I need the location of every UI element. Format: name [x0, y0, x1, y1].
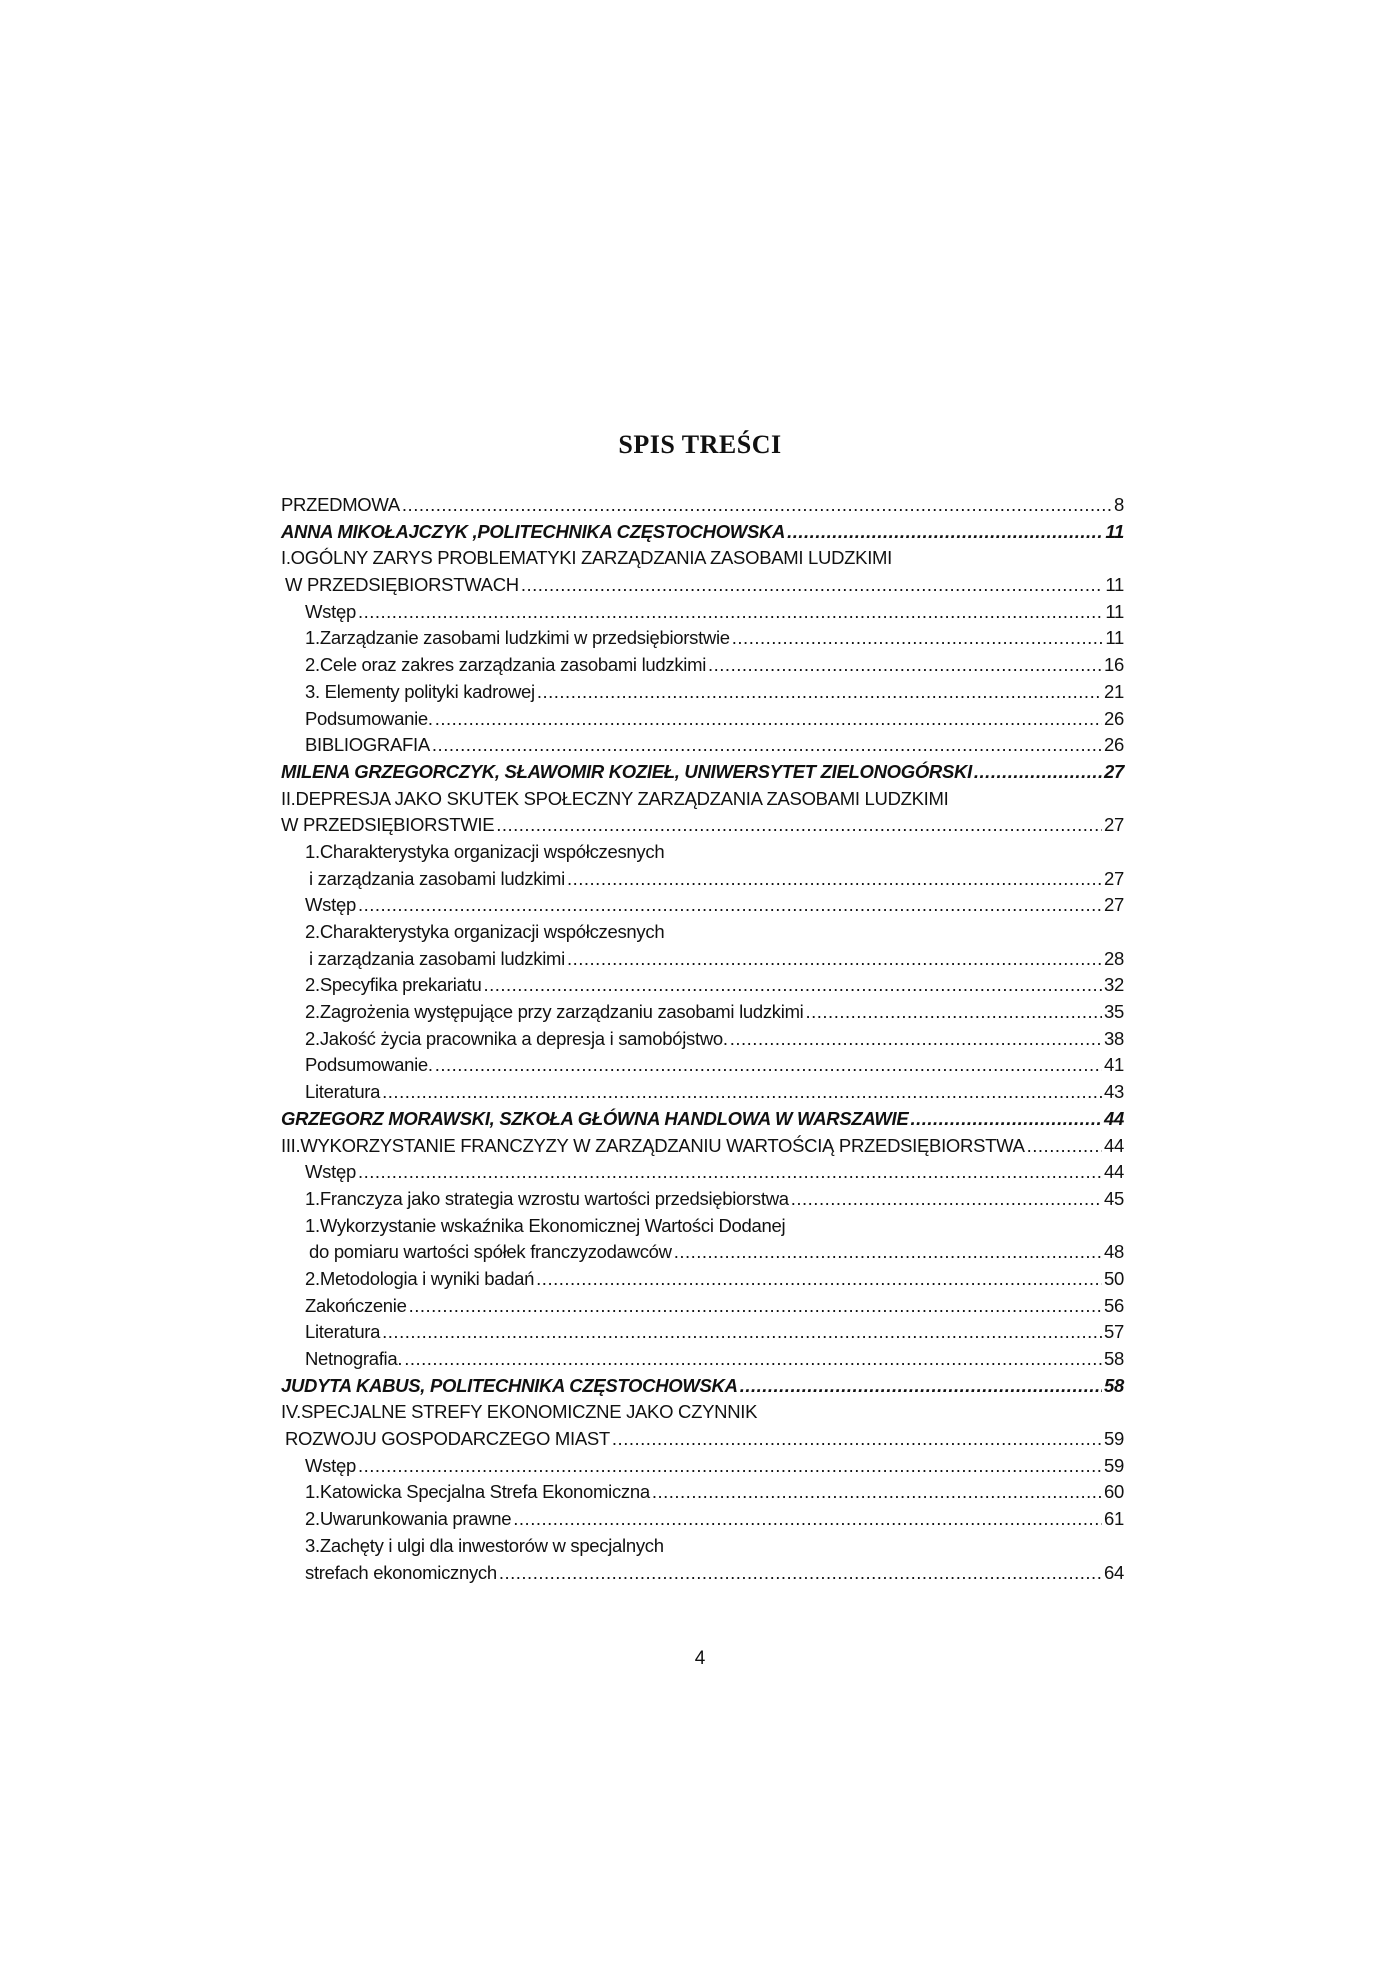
toc-entry-page: 21 — [1104, 680, 1124, 702]
toc-entry-page: 28 — [1104, 947, 1124, 969]
dot-leader — [732, 625, 1104, 652]
toc-entry — [281, 679, 1124, 706]
toc-entry-title: i zarządzania zasobami ludzkimi — [309, 867, 565, 889]
toc-entry — [281, 1479, 1124, 1506]
toc-entry-title: Wstęp — [305, 1454, 356, 1476]
toc-entry-title: Literatura — [305, 1081, 381, 1103]
toc-section-line — [281, 1426, 1124, 1453]
dot-leader — [1027, 1133, 1102, 1160]
dot-leader — [674, 1239, 1102, 1266]
toc-section-line — [281, 545, 1124, 572]
dot-leader — [483, 972, 1102, 999]
toc-entry-page: 41 — [1104, 1054, 1124, 1076]
toc-entry — [281, 652, 1124, 679]
toc-entry-title: I.OGÓLNY ZARYS PROBLEMATYKI ZARZĄDZANIA ZASOBAMI LUDZKIMI — [281, 547, 892, 569]
toc-entry-title: 1.Charakterystyka organizacji współczesnych — [305, 840, 665, 862]
toc-entry-page: 56 — [1104, 1294, 1124, 1316]
toc-entry-page: 38 — [1104, 1027, 1124, 1049]
toc-entry-page: 58 — [1104, 1374, 1124, 1396]
toc-entry — [281, 1346, 1124, 1373]
toc-entry-page: 16 — [1104, 654, 1124, 676]
toc-entry-page: 27 — [1104, 760, 1124, 782]
toc-entry-page: 58 — [1104, 1348, 1124, 1369]
toc-entry-page: 11 — [1105, 574, 1124, 596]
toc-entry — [281, 599, 1124, 626]
dot-leader — [536, 1266, 1102, 1293]
toc-entry — [281, 1533, 1124, 1560]
toc-entry-title: Netnografia. — [305, 1348, 403, 1369]
dot-leader — [612, 1426, 1102, 1453]
dot-leader — [499, 1560, 1102, 1587]
table-of-contents — [281, 492, 1124, 1586]
dot-leader — [652, 1479, 1102, 1506]
toc-entry-title: 3.Zachęty i ulgi dla inwestorów w specjalnych — [305, 1534, 664, 1556]
toc-entry-page: 48 — [1104, 1241, 1124, 1263]
toc-entry-title: 2.Jakość życia pracownika a depresja i samobójstwo. — [305, 1027, 728, 1049]
toc-entry-title: 1.Franczyza jako strategia wzrostu wartości przedsiębiorstwa — [305, 1187, 789, 1209]
toc-entry — [281, 1266, 1124, 1293]
dot-leader — [567, 866, 1102, 893]
toc-entry — [281, 706, 1124, 733]
toc-entry-page: 11 — [1105, 627, 1124, 649]
toc-section-line — [281, 1399, 1124, 1426]
toc-entry-title: 2.Zagrożenia występujące przy zarządzaniu zasobami ludzkimi — [305, 1001, 804, 1023]
toc-entry-title: 1.Katowicka Specjalna Strefa Ekonomiczna — [305, 1481, 650, 1503]
toc-entry-title: i zarządzania zasobami ludzkimi — [309, 947, 565, 969]
toc-entry — [281, 919, 1124, 946]
toc-entry-page: 27 — [1104, 894, 1124, 916]
dot-leader — [791, 1186, 1102, 1213]
toc-entry-title: 3. Elementy polityki kadrowej — [305, 680, 535, 702]
toc-entry-page: 60 — [1104, 1481, 1124, 1503]
toc-entry — [281, 946, 1124, 973]
toc-section-line — [281, 812, 1124, 839]
dot-leader — [358, 1453, 1102, 1480]
dot-leader — [513, 1506, 1102, 1533]
toc-entry-title: W PRZEDSIĘBIORSTWIE — [281, 814, 495, 836]
toc-entry-title: III.WYKORZYSTANIE FRANCZYZY W ZARZĄDZANIU WARTOŚCIĄ PRZEDSIĘBIORSTWA — [281, 1134, 1025, 1156]
toc-entry-title: BIBLIOGRAFIA — [305, 734, 430, 756]
toc-entry — [281, 839, 1124, 866]
toc-entry-page: 8 — [1114, 494, 1124, 515]
toc-entry-page: 27 — [1104, 814, 1124, 836]
toc-author-line — [281, 1106, 1124, 1133]
toc-entry-page: 44 — [1104, 1161, 1124, 1183]
toc-section-line — [281, 1133, 1124, 1160]
dot-leader — [358, 892, 1102, 919]
toc-entry-title: ANNA MIKOŁAJCZYK ,POLITECHNIKA CZĘSTOCHOWSKA — [281, 520, 786, 542]
dot-leader — [382, 1079, 1102, 1106]
toc-entry-title: Wstęp — [305, 894, 356, 916]
toc-entry-title: IV.SPECJALNE STREFY EKONOMICZNE JAKO CZYNNIK — [281, 1401, 758, 1423]
toc-entry-title: 1.Zarządzanie zasobami ludzkimi w przedsiębiorstwie — [305, 627, 730, 649]
dot-leader — [404, 1346, 1102, 1373]
dot-leader — [567, 946, 1102, 973]
toc-entry-title: Wstęp — [305, 600, 356, 622]
toc-entry-page: 59 — [1104, 1454, 1124, 1476]
toc-entry-title: 2.Cele oraz zakres zarządzania zasobami ludzkimi — [305, 654, 707, 676]
dot-leader — [740, 1373, 1102, 1400]
toc-entry — [281, 972, 1124, 999]
toc-entry-title: 2.Specyfika prekariatu — [305, 974, 482, 996]
toc-entry-page: 59 — [1104, 1428, 1124, 1450]
toc-entry-page: 32 — [1104, 974, 1124, 996]
page-number: 4 — [694, 1648, 706, 1669]
toc-entry-title: Zakończenie — [305, 1294, 407, 1316]
dot-leader — [358, 599, 1103, 626]
toc-entry — [281, 1052, 1124, 1079]
toc-entry-title: W PRZEDSIĘBIORSTWACH — [285, 574, 519, 596]
toc-entry-page: 45 — [1104, 1187, 1124, 1209]
dot-leader — [435, 1052, 1102, 1079]
dot-leader — [974, 759, 1102, 786]
toc-section-line — [281, 786, 1124, 813]
dot-leader — [382, 1319, 1102, 1346]
toc-entry-page: 44 — [1104, 1134, 1124, 1156]
toc-entry-title: II.DEPRESJA JAKO SKUTEK SPOŁECZNY ZARZĄDZANIA ZASOBAMI LUDZKIMI — [281, 787, 949, 809]
toc-section-line — [281, 572, 1124, 599]
toc-entry-page: 44 — [1104, 1107, 1124, 1129]
toc-entry-title: MILENA GRZEGORCZYK, SŁAWOMIR KOZIEŁ, UNIWERSYTET ZIELONOGÓRSKI — [281, 760, 972, 782]
toc-entry — [281, 999, 1124, 1026]
toc-entry — [281, 1293, 1124, 1320]
dot-leader — [521, 572, 1104, 599]
toc-entry-title: ROZWOJU GOSPODARCZEGO MIAST — [285, 1428, 610, 1450]
toc-entry — [281, 892, 1124, 919]
dot-leader — [432, 732, 1102, 759]
dot-leader — [358, 1159, 1102, 1186]
dot-leader — [496, 812, 1102, 839]
toc-entry-title: GRZEGORZ MORAWSKI, SZKOŁA GŁÓWNA HANDLOWA W WARSZAWIE — [281, 1107, 909, 1129]
dot-leader — [730, 1026, 1102, 1053]
dot-leader — [435, 706, 1102, 733]
toc-entry-page: 50 — [1104, 1267, 1124, 1289]
toc-entry-title: strefach ekonomicznych — [305, 1561, 497, 1583]
toc-entry — [281, 1560, 1124, 1587]
toc-section-line — [281, 492, 1124, 519]
toc-entry-page: 61 — [1104, 1508, 1124, 1530]
toc-entry-page: 43 — [1104, 1081, 1124, 1103]
toc-entry — [281, 732, 1124, 759]
toc-entry-title: Wstęp — [305, 1161, 356, 1183]
toc-entry-title: 1.Wykorzystanie wskaźnika Ekonomicznej Wartości Dodanej — [305, 1214, 786, 1236]
dot-leader — [806, 999, 1103, 1026]
toc-entry — [281, 1026, 1124, 1053]
dot-leader — [409, 1293, 1102, 1320]
toc-entry-page: 57 — [1104, 1321, 1124, 1343]
toc-entry-page: 35 — [1104, 1001, 1124, 1023]
toc-entry-title: JUDYTA KABUS, POLITECHNIKA CZĘSTOCHOWSKA — [281, 1374, 738, 1396]
toc-entry-title: do pomiaru wartości spółek franczyzodawców — [309, 1241, 672, 1263]
toc-author-line — [281, 519, 1124, 546]
dot-leader — [537, 679, 1102, 706]
dot-leader — [787, 519, 1103, 546]
toc-entry-page: 11 — [1105, 520, 1124, 542]
toc-entry — [281, 866, 1124, 893]
toc-entry — [281, 1319, 1124, 1346]
toc-entry-page: 26 — [1104, 734, 1124, 756]
toc-entry-title: Podsumowanie. — [305, 707, 433, 729]
toc-author-line — [281, 759, 1124, 786]
dot-leader — [910, 1106, 1102, 1133]
toc-entry — [281, 625, 1124, 652]
toc-entry — [281, 1186, 1124, 1213]
page-title: SPIS TREŚCI — [618, 430, 782, 459]
toc-entry-title: 2.Metodologia i wyniki badań — [305, 1267, 535, 1289]
toc-entry — [281, 1506, 1124, 1533]
toc-entry-title: 2.Charakterystyka organizacji współczesnych — [305, 921, 665, 942]
dot-leader — [402, 492, 1112, 519]
toc-entry-page: 11 — [1105, 600, 1124, 622]
toc-entry-title: PRZEDMOWA — [281, 494, 400, 515]
toc-author-line — [281, 1373, 1124, 1400]
toc-entry-page: 64 — [1104, 1561, 1124, 1583]
dot-leader — [708, 652, 1102, 679]
toc-entry-page: 27 — [1104, 867, 1124, 889]
toc-entry — [281, 1159, 1124, 1186]
toc-entry-title: 2.Uwarunkowania prawne — [305, 1508, 512, 1530]
toc-entry — [281, 1453, 1124, 1480]
toc-entry — [281, 1213, 1124, 1240]
toc-entry-title: Literatura — [305, 1321, 381, 1343]
toc-entry — [281, 1239, 1124, 1266]
toc-entry — [281, 1079, 1124, 1106]
toc-entry-title: Podsumowanie. — [305, 1054, 433, 1076]
toc-entry-page: 26 — [1104, 707, 1124, 729]
